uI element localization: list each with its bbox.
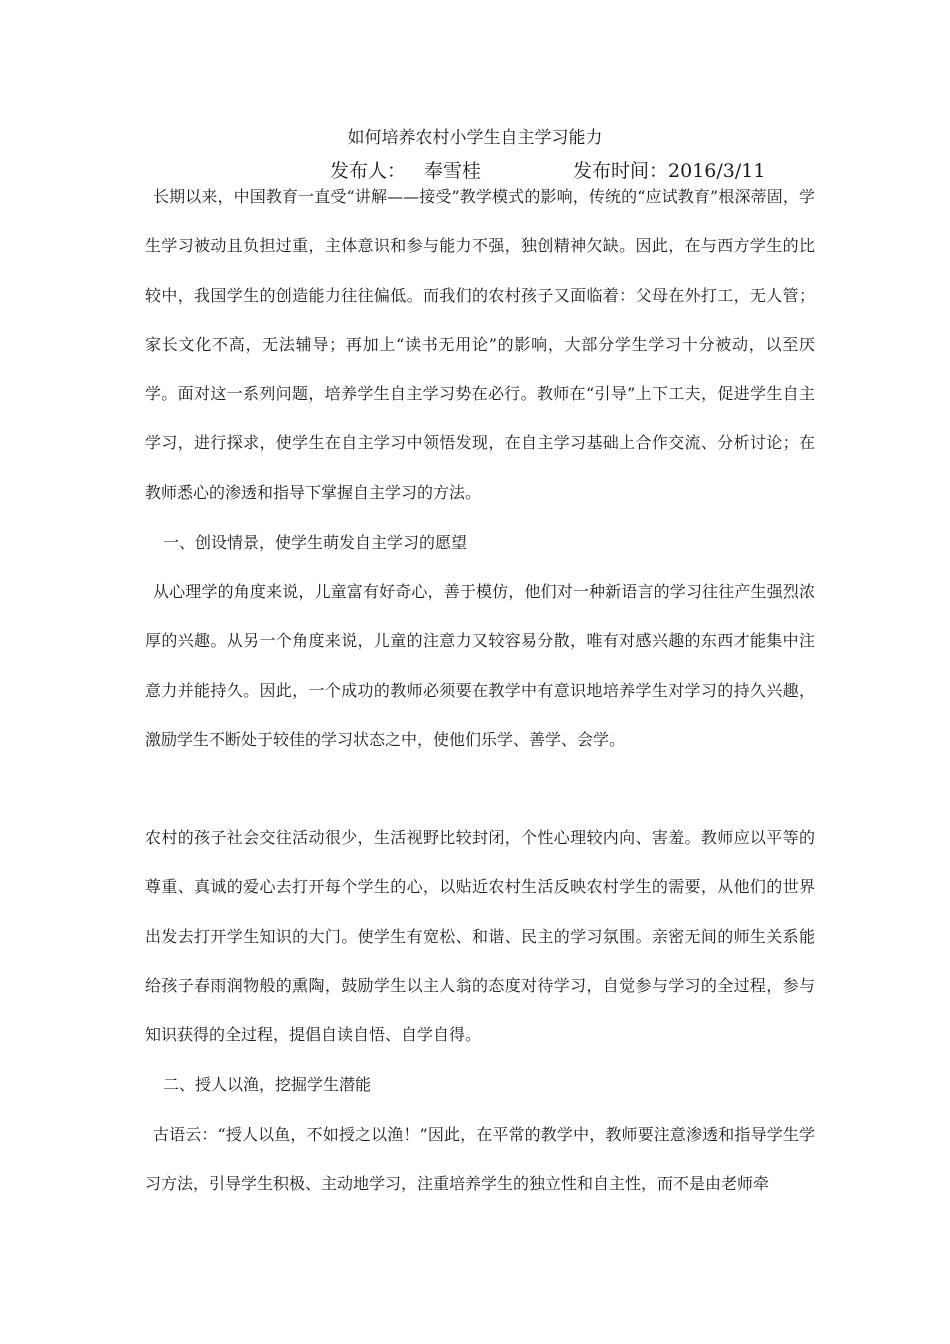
author-label: 发布人：	[330, 160, 407, 182]
paragraph-section2-a: 古语云：“授人以鱼，不如授之以渔！”因此，在平常的教学中，教师要注意渗透和指导学生学习方法，引导学生积极、主动地学习，注重培养学生的独立性和自主性，而不是由老师牵	[145, 1125, 815, 1194]
author-name: 奉雪桂	[424, 160, 482, 182]
date-label: 发布时间：	[573, 160, 669, 182]
section-heading-2: 二、授人以渔，挖掘学生潜能	[163, 1075, 372, 1094]
paragraph-intro: 长期以来，中国教育一直受“讲解——接受”教学模式的影响，传统的“应试教育”根深蒂固，学生学习被动且负担过重，主体意识和参与能力不强，独创精神欠缺。因此，在与西方学生的比较中，我国学生的创造能力往往偏低。而我们的农村孩子又面临着：父母在外打工，无人管；家长文化不高，无法辅导；再加上“读书无用论”的影响，大部分学生学习十分被动，以至厌学。面对这一系列问题，培养学生自主学习势在必行。教师在“引导”上下工夫，促进学生自主学习，进行探求，使学生在自主学习中领悟发现，在自主学习基础上合作交流、分析讨论；在教师悉心的渗透和指导下掌握自主学习的方法。	[145, 187, 815, 502]
date-value: 2016/3/11	[668, 160, 766, 182]
section-heading-1: 一、创设情景，使学生萌发自主学习的愿望	[163, 533, 468, 552]
paragraph-section1-a: 从心理学的角度来说，儿童富有好奇心，善于模仿，他们对一种新语言的学习往往产生强烈浓厚的兴趣。从另一个角度来说，儿童的注意力又较容易分散，唯有对感兴趣的东西才能集中注意力并能持久。因此，一个成功的教师必须要在教学中有意识地培养学生对学习的持久兴趣，激励学生不断处于较佳的学习状态之中，使他们乐学、善学、会学。	[145, 582, 815, 749]
document-title: 如何培养农村小学生自主学习能力	[347, 128, 603, 148]
paragraph-section1-b: 农村的孩子社会交往活动很少，生活视野比较封闭，个性心理较内向、害羞。教师应以平等的尊重、真诚的爱心去打开每个学生的心，以贴近农村生活反映农村学生的需要，从他们的世界出发去打开学生知识的大门。使学生有宽松、和谐、民主的学习氛围。亲密无间的师生关系能给孩子春雨润物般的熏陶，鼓励学生以主人翁的态度对待学习，自觉参与学习的全过程，参与知识获得的全过程，提倡自读自悟、自学自得。	[145, 828, 815, 1045]
